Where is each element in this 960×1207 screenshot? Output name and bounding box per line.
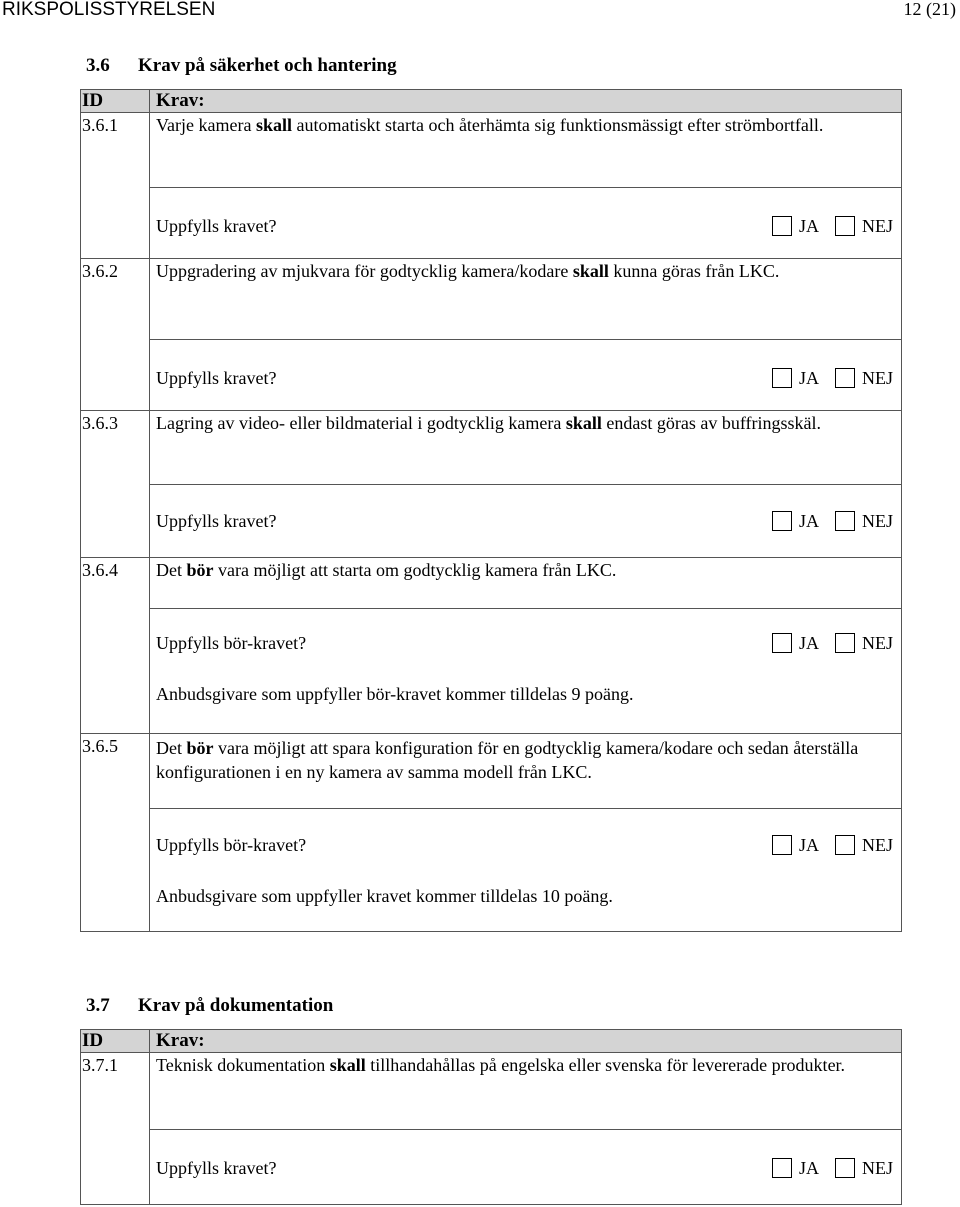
no-checkbox[interactable]	[835, 216, 855, 236]
requirement-text: Det bör vara möjligt att spara konfiguration för en godtycklig kamera/kodare och sedan återställa konfigurationen i en ny kamera av samma modell från LKC.	[150, 734, 902, 809]
no-checkbox[interactable]	[835, 1158, 855, 1178]
score-note: Anbudsgivare som uppfyller kravet kommer tilldelas 10 poäng.	[156, 886, 613, 906]
section-heading-3-6	[86, 55, 397, 77]
no-checkbox[interactable]	[835, 368, 855, 388]
section-title: Krav på dokumentation	[138, 995, 334, 1016]
question-label: Uppfylls kravet?	[156, 1158, 277, 1178]
yes-checkbox[interactable]	[772, 511, 792, 531]
col-header-requirement: Krav:	[150, 1030, 902, 1053]
question-label: Uppfylls kravet?	[156, 216, 277, 236]
requirement-text: Det bör vara möjligt att starta om godtycklig kamera från LKC.	[150, 558, 902, 609]
requirement-id: 3.7.1	[81, 1053, 150, 1205]
organization-header: RIKSPOLISSTYRELSEN	[2, 0, 216, 20]
question-label: Uppfylls kravet?	[156, 511, 277, 531]
yes-label: JA	[798, 1158, 819, 1178]
no-checkbox[interactable]	[835, 633, 855, 653]
requirement-id: 3.6.3	[81, 411, 150, 558]
score-note: Anbudsgivare som uppfyller bör-kravet kommer tilldelas 9 poäng.	[156, 684, 634, 704]
no-label: NEJ	[862, 835, 893, 855]
no-label: NEJ	[862, 216, 893, 236]
question-label: Uppfylls bör-kravet?	[156, 633, 307, 653]
requirement-text: Varje kamera skall automatiskt starta och återhämta sig funktionsmässigt efter strömbortfall.	[150, 113, 902, 188]
requirement-text: Teknisk dokumentation skall tillhandahållas på engelska eller svenska för levererade produkter.	[150, 1053, 902, 1130]
requirements-table-3-7	[80, 1029, 902, 1205]
no-label: NEJ	[862, 633, 893, 653]
yes-checkbox[interactable]	[772, 216, 792, 236]
col-header-requirement: Krav:	[150, 90, 902, 113]
no-label: NEJ	[862, 511, 893, 531]
requirement-id: 3.6.4	[81, 558, 150, 734]
answer-row	[81, 809, 902, 932]
section-title: Krav på säkerhet och hantering	[138, 55, 397, 76]
requirement-row	[81, 411, 902, 485]
answer-row	[81, 485, 902, 558]
requirement-row	[81, 558, 902, 609]
requirement-row	[81, 734, 902, 809]
col-header-id: ID	[81, 90, 150, 113]
section-heading-3-7	[86, 995, 333, 1017]
requirement-row	[81, 1053, 902, 1130]
no-checkbox[interactable]	[835, 835, 855, 855]
yes-label: JA	[798, 835, 819, 855]
answer-row	[81, 609, 902, 734]
no-label: NEJ	[862, 1158, 893, 1178]
answer-row	[81, 188, 902, 259]
yes-checkbox[interactable]	[772, 835, 792, 855]
yes-checkbox[interactable]	[772, 1158, 792, 1178]
yes-checkbox[interactable]	[772, 633, 792, 653]
requirement-row	[81, 259, 902, 340]
no-label: NEJ	[862, 368, 893, 388]
requirements-table-3-6	[80, 89, 902, 932]
table-header-row	[81, 1030, 902, 1053]
answer-row	[81, 1130, 902, 1205]
page-number: 12 (21)	[903, 0, 956, 19]
question-label: Uppfylls bör-kravet?	[156, 835, 307, 855]
requirement-text: Uppgradering av mjukvara för godtycklig kamera/kodare skall kunna göras från LKC.	[150, 259, 902, 340]
yes-checkbox[interactable]	[772, 368, 792, 388]
yes-label: JA	[798, 216, 819, 236]
section-number: 3.6	[86, 55, 110, 76]
yes-label: JA	[798, 633, 819, 653]
requirement-id: 3.6.1	[81, 113, 150, 259]
requirement-id: 3.6.5	[81, 734, 150, 932]
requirement-row	[81, 113, 902, 188]
yes-label: JA	[798, 511, 819, 531]
answer-row	[81, 340, 902, 411]
col-header-id: ID	[81, 1030, 150, 1053]
question-label: Uppfylls kravet?	[156, 368, 277, 388]
requirement-id: 3.6.2	[81, 259, 150, 411]
no-checkbox[interactable]	[835, 511, 855, 531]
section-number: 3.7	[86, 995, 110, 1016]
table-header-row	[81, 90, 902, 113]
requirement-text: Lagring av video- eller bildmaterial i godtycklig kamera skall endast göras av buffringsskäl.	[150, 411, 902, 485]
yes-label: JA	[798, 368, 819, 388]
